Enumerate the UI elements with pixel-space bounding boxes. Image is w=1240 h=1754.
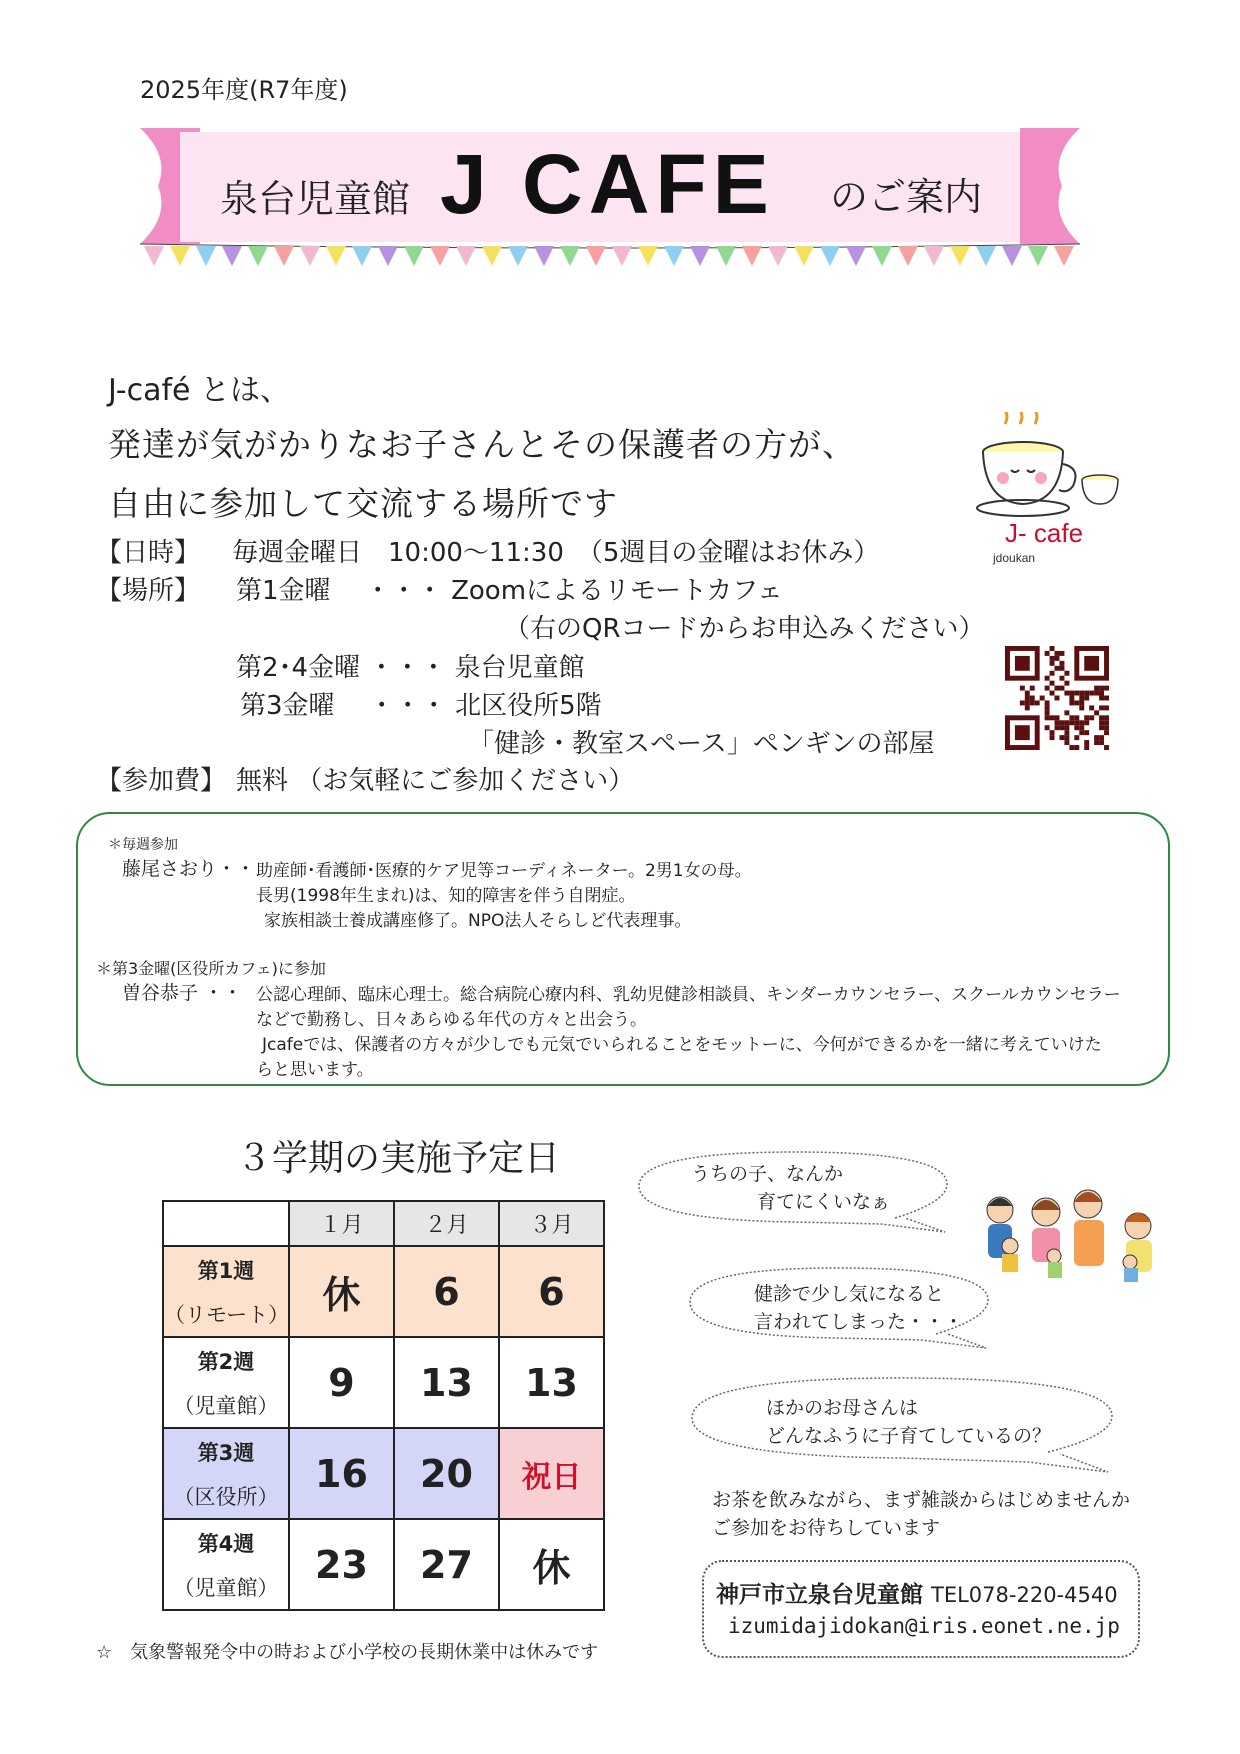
bubble-1-line-1: うちの子、なんか: [691, 1163, 844, 1185]
week-header: 第2週 （児童館）: [163, 1337, 289, 1428]
profile-2-name: 曽谷恭子 ・・: [122, 982, 243, 1004]
profile-1-line-1: 助産師･看護師･医療的ケア児等コーディネーター。2男1女の母。: [256, 861, 752, 881]
schedule-cell: 6: [394, 1246, 499, 1337]
week-header: 第3週 （区役所）: [163, 1428, 289, 1519]
bunting-flag: [274, 246, 294, 266]
intro: [108, 365, 856, 525]
bunting-flag: [378, 246, 398, 266]
schedule-table: [162, 1200, 605, 1611]
speech-bubble-3: [688, 1372, 1118, 1476]
schedule-cell: 6: [499, 1246, 604, 1337]
table-row: [163, 1246, 604, 1337]
bunting-flag: [690, 246, 710, 266]
datetime-value: 毎週金曜日 10:00～11:30 （5週目の金曜はお休み）: [232, 538, 880, 568]
family-illustration-icon: [980, 1186, 1160, 1290]
invite-line-2: ご参加をお待ちしています: [712, 1517, 941, 1539]
bunting-flag: [404, 246, 424, 266]
month-header: ３月: [499, 1201, 604, 1246]
schedule-cell: 20: [394, 1428, 499, 1519]
week-header: 第4週 （児童館）: [163, 1519, 289, 1610]
month-header: １月: [289, 1201, 394, 1246]
place-3-note: 「健診・教室スペース」ペンギンの部屋: [468, 729, 935, 759]
profile-1-line-2: 長男(1998年生まれ)は、知的障害を伴う自閉症。: [256, 886, 636, 906]
bunting-flag: [196, 246, 216, 266]
bunting-flag: [1028, 246, 1048, 266]
schedule-cell-holiday: 祝日: [499, 1428, 604, 1519]
bunting-flag: [300, 246, 320, 266]
place-3: 第3金曜 ・・・ 北区役所5階: [240, 691, 602, 721]
bunting-flag: [924, 246, 944, 266]
fiscal-year: 2025年度(R7年度): [140, 76, 348, 104]
title-banner: [140, 128, 1080, 268]
schedule-title: ３学期の実施予定日: [236, 1138, 561, 1179]
bunting-flag: [898, 246, 918, 266]
cup-logo-sub: jdoukan: [993, 551, 1036, 565]
bunting-flag: [872, 246, 892, 266]
schedule-corner: [163, 1201, 289, 1246]
bunting-flag: [456, 246, 476, 266]
table-row: [163, 1519, 604, 1610]
bunting-flags-icon: [140, 240, 1080, 270]
teacup-logo-icon: [975, 412, 1145, 572]
speech-bubble-2: [686, 1262, 996, 1352]
bubble-1-line-2: 育てにくいなぁ: [757, 1191, 891, 1213]
bunting-flag: [560, 246, 580, 266]
bubble-2-line-1: 健診で少し気になると: [754, 1283, 945, 1305]
closure-note: ☆ 気象警報発令中の時および小学校の長期休業中は休みです: [96, 1642, 599, 1663]
jcafe-logo: J CAFE: [440, 137, 775, 231]
place-2: 第2･4金曜 ・・・ 泉台児童館: [236, 653, 585, 683]
bunting-flag: [638, 246, 658, 266]
bubble-3-line-2: どんなふうに子育てしているの？: [766, 1425, 1052, 1447]
intro-line-1: J-café とは、: [108, 373, 291, 408]
speech-bubble-1: [635, 1146, 955, 1236]
bunting-flag: [1054, 246, 1074, 266]
bunting-flag: [586, 246, 606, 266]
bunting-flag: [326, 246, 346, 266]
bunting-flag: [664, 246, 684, 266]
bunting-flag: [508, 246, 528, 266]
profile-2-line-2: などで勤務し、日々あらゆる年代の方々と出会う。: [256, 1010, 647, 1030]
ribbon-right-icon: [1020, 128, 1080, 244]
fee-label: 【参加費】: [96, 766, 227, 796]
place-label: 【場所】: [96, 576, 201, 606]
bunting-flag: [742, 246, 762, 266]
month-header: ２月: [394, 1201, 499, 1246]
schedule-cell: 27: [394, 1519, 499, 1610]
profile-2-line-3: Jcafeでは、保護者の方々が少しでも元気でいられることをモットーに、今何ができるかを一緒に考えていけた: [262, 1035, 1102, 1055]
place-1-note: （右のQRコードからお申込みください）: [504, 614, 985, 644]
contact-email[interactable]: izumidajidokan@iris.eonet.ne.jp: [728, 1614, 1120, 1638]
bunting-flag: [716, 246, 736, 266]
profile-2-line-4: らと思います。: [256, 1060, 374, 1080]
bubble-3-line-1: ほかのお母さんは: [766, 1397, 919, 1419]
profile-2-line-1: 公認心理師、臨床心理士。総合病院心療内科、乳幼児健診相談員、キンダーカウンセラー、スクールカウンセラー: [256, 985, 1121, 1005]
place-1: 第1金曜 ・・・ Zoomによるリモートカフェ: [236, 576, 783, 606]
invite-line-1: お茶を飲みながら、まず雑談からはじめませんか: [712, 1489, 1131, 1511]
schedule-cell: 9: [289, 1337, 394, 1428]
bunting-flag: [482, 246, 502, 266]
bunting-flag: [768, 246, 788, 266]
schedule-cell: 13: [499, 1337, 604, 1428]
bunting-flag: [144, 246, 164, 266]
fee-value: 無料 （お気軽にご参加ください）: [236, 766, 635, 796]
contact-box: [702, 1560, 1140, 1658]
invitation: [712, 1486, 1130, 1542]
intro-line-3: 自由に参加して交流する場所です: [108, 484, 618, 523]
schedule-cell: 休: [289, 1246, 394, 1337]
bunting-flag: [430, 246, 450, 266]
bunting-flag: [170, 246, 190, 266]
bunting-flag: [820, 246, 840, 266]
schedule-cell: 23: [289, 1519, 394, 1610]
bunting-flag: [1002, 246, 1022, 266]
schedule-cell: 16: [289, 1428, 394, 1519]
cup-logo-text: J- cafe: [1005, 518, 1084, 548]
bunting-flag: [248, 246, 268, 266]
hall-name: 泉台児童館: [220, 177, 411, 221]
profile-2-tag: ＊第3金曜(区役所カフェ)に参加: [96, 959, 326, 978]
profile-1-name: 藤尾さおり・・: [122, 858, 256, 880]
bunting-flag: [976, 246, 996, 266]
table-row: [163, 1428, 604, 1519]
contact-line: [716, 1576, 1118, 1609]
bunting-flag: [352, 246, 372, 266]
table-row: [163, 1337, 604, 1428]
datetime-label: 【日時】: [96, 538, 201, 568]
profile-1-tag: ＊毎週参加: [108, 837, 178, 853]
bubble-2-line-2: 言われてしまった・・・: [754, 1311, 964, 1333]
bunting-flag: [222, 246, 242, 266]
qr-code-icon[interactable]: [1005, 646, 1109, 750]
bunting-flag: [950, 246, 970, 266]
week-header: 第1週 （リモート）: [163, 1246, 289, 1337]
bunting-flag: [846, 246, 866, 266]
bunting-flag: [612, 246, 632, 266]
contact-name: 神戸市立泉台児童館: [716, 1582, 923, 1608]
schedule-cell: 13: [394, 1337, 499, 1428]
profile-1-line-3: 家族相談士養成講座修了。NPO法人そらしど代表理事。: [264, 911, 692, 931]
bunting-flag: [794, 246, 814, 266]
intro-line-2: 発達が気がかりなお子さんとその保護者の方が、: [108, 425, 856, 464]
facilitator-profiles: [76, 812, 1170, 1086]
contact-tel[interactable]: TEL078-220-4540: [931, 1583, 1118, 1607]
bunting-flag: [534, 246, 554, 266]
banner-guide: のご案内: [830, 175, 983, 219]
schedule-cell: 休: [499, 1519, 604, 1610]
